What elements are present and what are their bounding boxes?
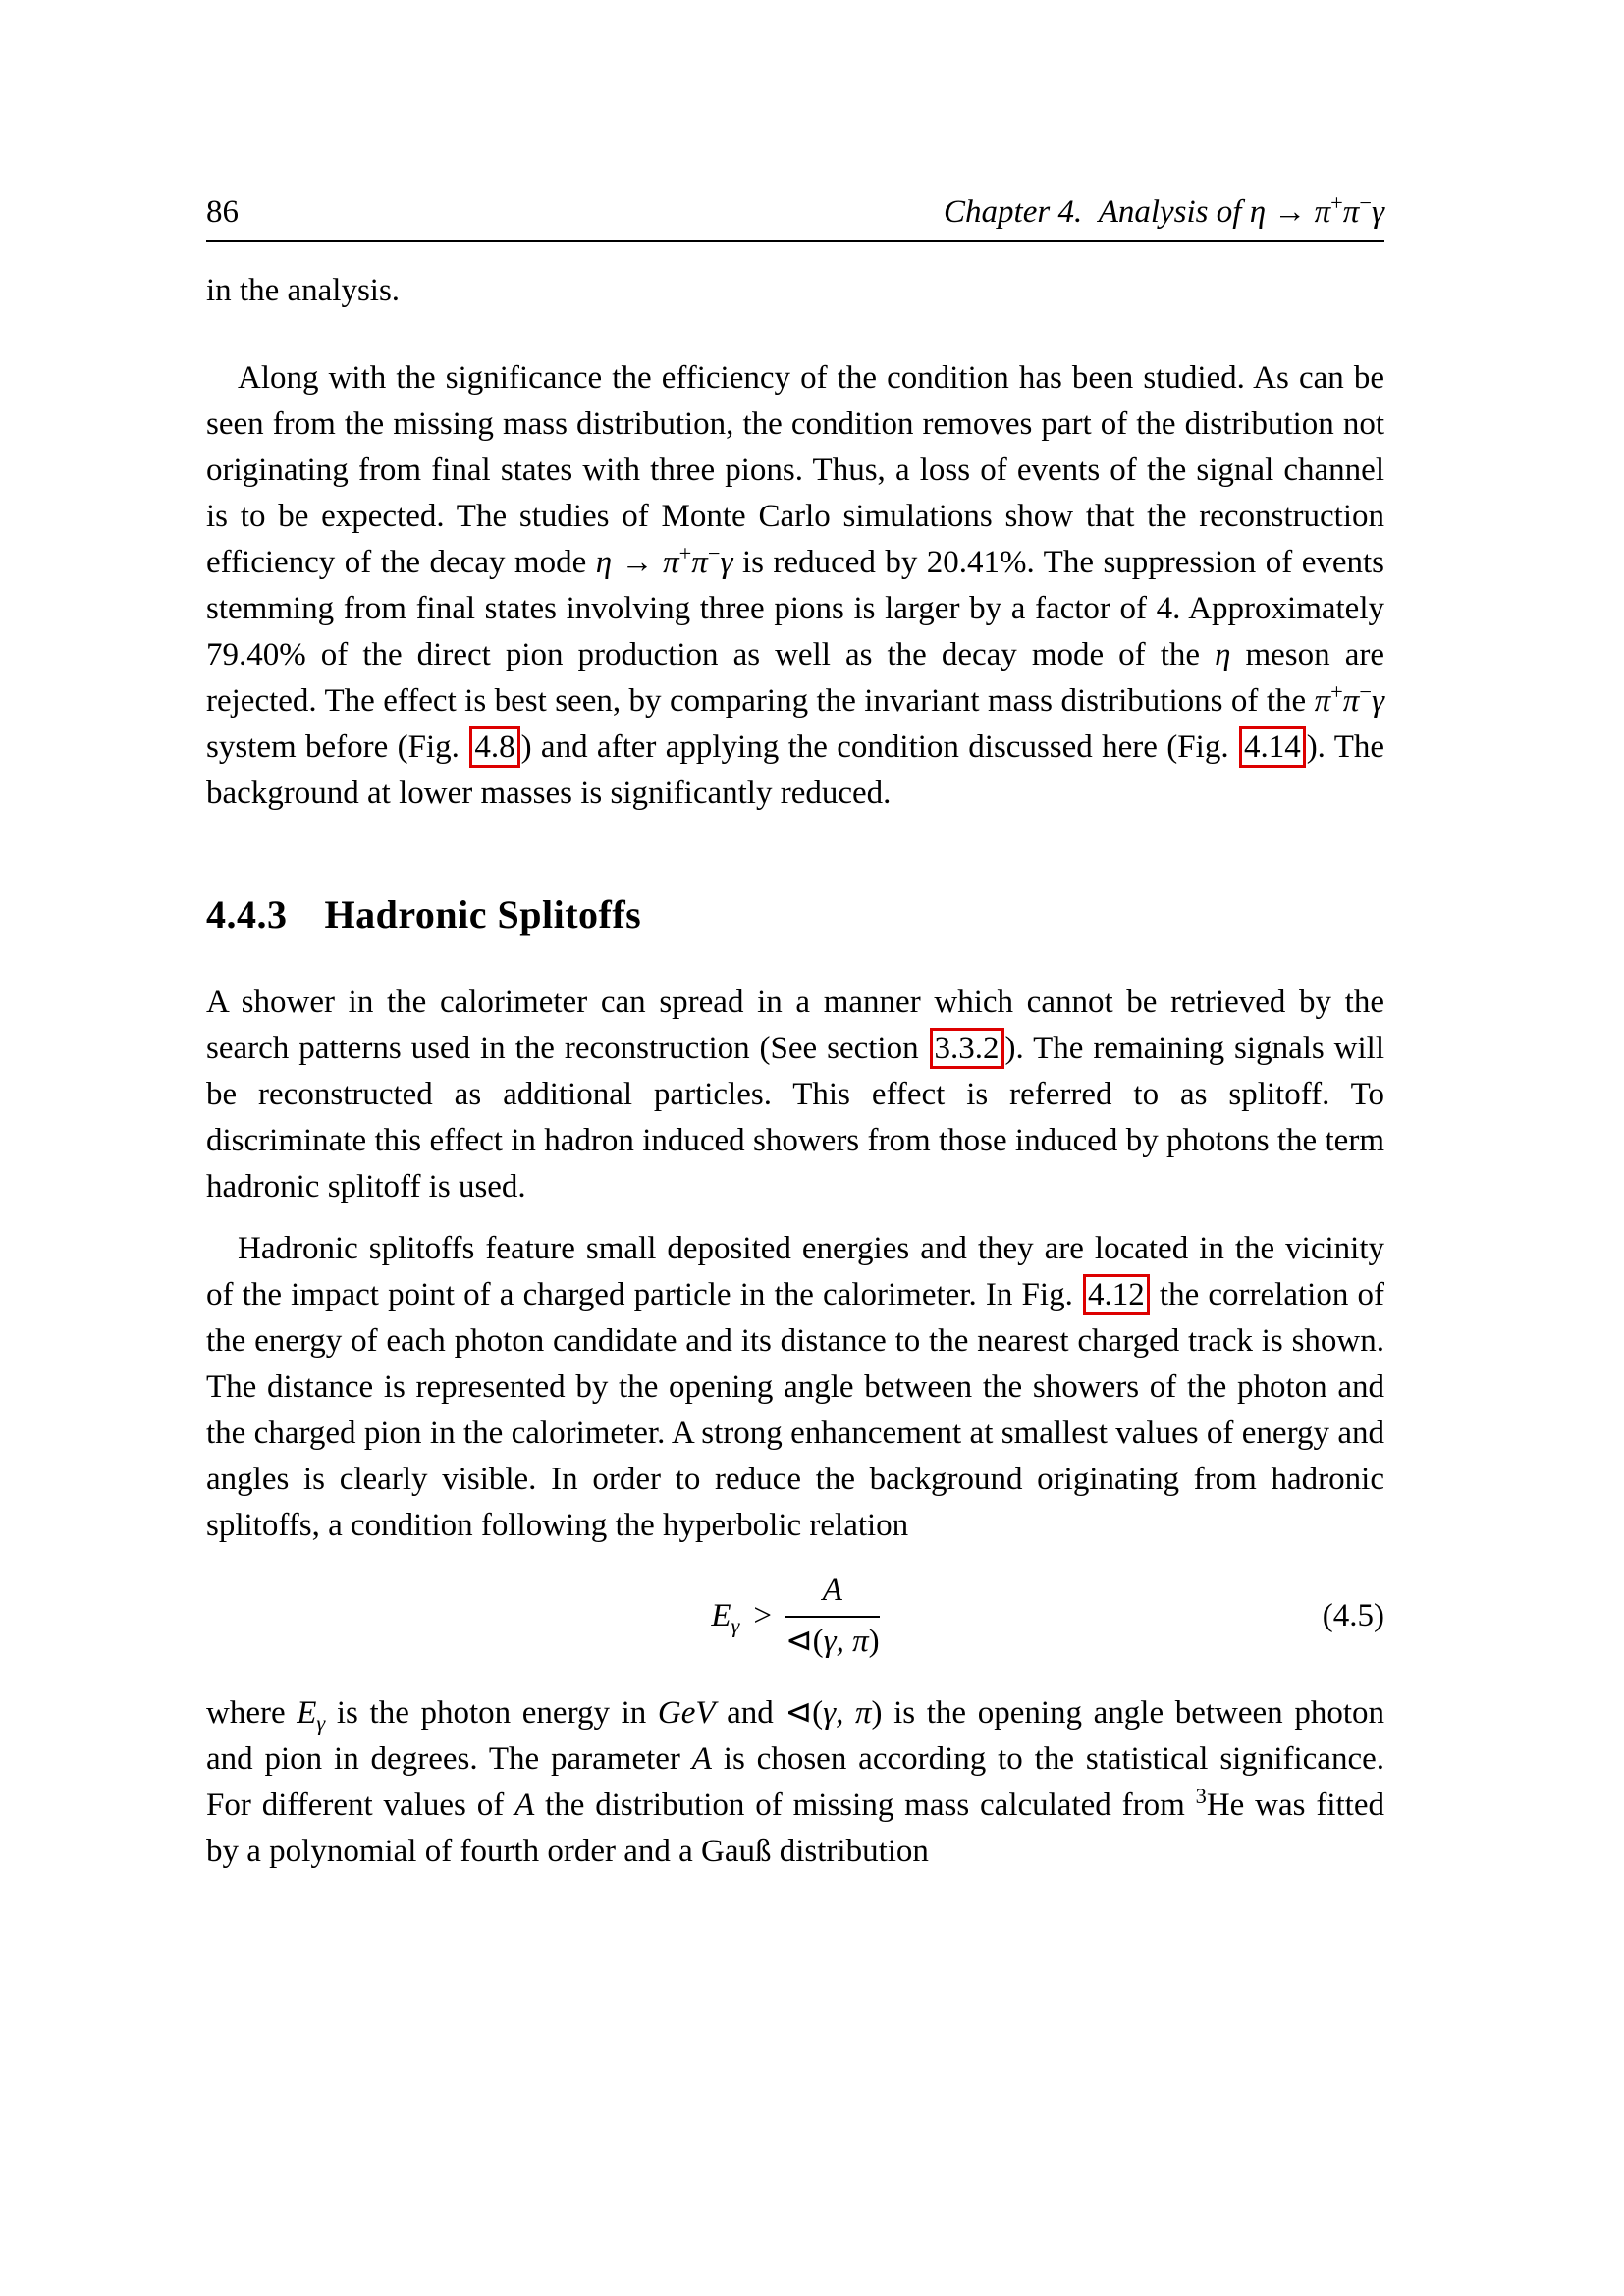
equation-4-5 [206,1571,1384,1661]
text-segment: ⊲( [785,1695,824,1731]
text-segment: is reduced by 20.41%. The suppression of events stemming from final states involving three pions is larger by a factor of 4. Approximately 79.40% of the direct pion production as well as the decay mode of the [206,545,1385,672]
text-segment: γ [1371,194,1384,230]
closing-paren: ) [868,1624,880,1659]
page-number: 86 [206,194,239,230]
section-title: Hadronic Splitoffs [324,892,642,936]
reference-link[interactable]: 4.12 [1083,1274,1150,1315]
text-segment: γ [316,1710,326,1735]
text-segment: π [663,545,679,580]
text-segment: ) and after applying the condition discussed here (Fig. [520,729,1238,765]
equation-body [711,1571,879,1661]
chapter-header-title [944,192,1384,232]
running-header [206,192,1384,242]
text-segment: meson are rejected. The effect is best seen, by comparing the invariant mass distributions of the [206,637,1384,719]
opening-angle-symbol: ⊲( [785,1624,824,1659]
text-segment: ). The remaining signals will be reconstructed as additional particles. This effect is referred to as splitoff. To discriminate this effect in hadron induced showers from those induced by photons the term hadronic splitoff is used. [206,1031,1384,1204]
text-segment: η [595,545,613,580]
text-segment: − [1359,679,1372,704]
text-segment: the correlation of the energy of each photon candidate and its distance to the nearest charged track is shown. The distance is represented by the opening angle between the showers of the photon and the charged pion in the calorimeter. A strong enhancement at smallest values of energy and angles is clearly visible. In order to reduce the background originating from hadronic splitoffs, a condition following the hyperbolic relation [206,1277,1384,1543]
parameter-a-symbol: A [822,1573,842,1608]
text-segment: is the photon energy in [325,1695,658,1731]
text-segment: Hadronic splitoffs feature small deposited energies and they are located in the vicinity of the impact point of a charged particle in the calorimeter. In Fig. [206,1231,1384,1312]
text-segment: π [691,545,708,580]
equation-lhs [711,1596,740,1638]
text-segment: π [1314,683,1331,719]
text-segment: − [707,541,721,565]
text-segment: is the opening angle between photon and pion in degrees. The parameter [206,1695,1384,1777]
equation-number: (4.5) [1322,1598,1384,1633]
text-segment: → [1266,194,1315,230]
text-segment: + [1330,679,1343,704]
fraction-numerator [785,1571,880,1618]
photon-energy-symbol: E [711,1598,731,1633]
text-segment: 3 [1195,1784,1207,1808]
reference-link[interactable]: 4.8 [469,726,519,768]
text-segment: system before (Fig. [206,729,469,765]
text-segment: Chapter 4. Analysis of [944,194,1250,230]
text-segment: η [1215,637,1231,672]
text-segment: − [1359,190,1372,215]
photon-energy-subscript: γ [731,1613,740,1638]
text-segment: π [1342,194,1360,230]
equation-fraction [785,1571,880,1661]
text-segment: in the analysis. [206,273,401,308]
paragraph-hadronic-splitoffs [206,1226,1384,1549]
text-segment: γ, π [823,1695,872,1731]
text-segment: A [514,1788,535,1823]
paragraph-intro [206,268,1384,314]
reference-link[interactable]: 4.14 [1239,726,1306,768]
text-segment: where [206,1695,298,1731]
angle-arguments: γ, π [823,1624,869,1659]
text-segment: the distribution of missing mass calculated from [534,1788,1196,1823]
text-segment: γ [720,545,733,580]
text-segment: γ [1371,683,1384,719]
text-segment: + [1330,190,1343,215]
text-segment: A shower in the calorimeter can spread in a manner which cannot be retrieved by the search patterns used in the reconstruction (See section [206,985,1384,1066]
text-segment: π [1314,194,1331,230]
text-segment: → [612,545,664,580]
text-segment: E [297,1695,317,1731]
paragraph-parameter-a [206,1690,1384,1875]
text-segment: η [1249,194,1267,230]
text-segment: + [678,541,692,565]
text-segment: Along with the significance the efficiency of the condition has been studied. As can be seen from the missing mass distribution, the condition removes part of the distribution not originating from final states with three pions. Thus, a loss of events of the signal channel is to be expected. The studies of Monte Carlo simulations show that the reconstruction efficiency of the decay mode [206,360,1384,580]
section-number: 4.4.3 [206,892,288,936]
greater-than-sign: > [753,1598,772,1633]
text-segment: ) [871,1695,883,1731]
text-segment: GeV [657,1695,716,1731]
text-segment: and [715,1695,785,1731]
text-segment: ). The background at lower masses is significantly reduced. [206,729,1385,811]
section-heading [206,891,1384,938]
page-content [206,0,1384,1875]
fraction-denominator [785,1618,880,1661]
text-segment: is chosen according to the statistical significance. For different values of [206,1741,1385,1823]
reference-link[interactable]: 3.3.2 [930,1028,1004,1069]
paragraph-condition-efficiency [206,355,1384,817]
text-segment: π [1342,683,1360,719]
paragraph-shower-spread [206,980,1384,1210]
text-segment: He was fitted by a polynomial of fourth order and a Gauß distribution [206,1788,1384,1869]
text-segment: A [691,1741,712,1777]
